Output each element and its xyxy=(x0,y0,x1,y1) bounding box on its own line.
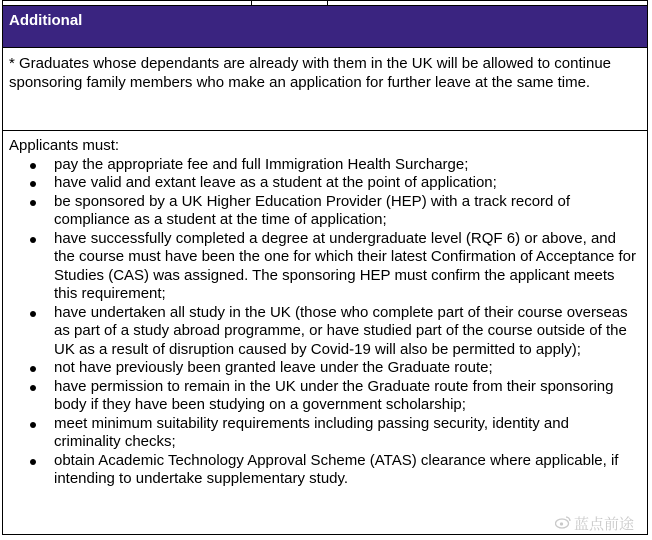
watermark-text: 蓝点前途 xyxy=(573,516,634,533)
bullet-icon xyxy=(30,237,36,243)
section-header xyxy=(3,6,647,48)
list-item: have undertaken all study in the UK (those who complete part of their course overseas as part of a study abroad programme, or have studied part of the course outside of the UK as a result of disruption caused by Covid-19 will also be permitted to apply); xyxy=(9,304,639,360)
bullet-icon xyxy=(30,163,36,169)
list-item: have permission to remain in the UK under the Graduate route from their sponsoring body if they have been studying on a government scholarship; xyxy=(9,378,639,415)
row-divider xyxy=(3,130,647,131)
requirements-intro: Applicants must: xyxy=(9,137,120,154)
bullet-icon xyxy=(30,200,36,206)
bullet-icon xyxy=(30,311,36,317)
requirements-block xyxy=(9,137,639,489)
list-item: meet minimum suitability requirements including passing security, identity and criminality checks; xyxy=(9,415,639,452)
list-item: not have previously been granted leave under the Graduate route; xyxy=(9,359,639,378)
weibo-icon xyxy=(555,515,571,533)
list-item: obtain Academic Technology Approval Scheme (ATAS) clearance where applicable, if intending to undertake supplementary study. xyxy=(9,452,639,489)
bullet-icon xyxy=(30,459,36,465)
dependants-note: * Graduates whose dependants are already with them in the UK will be allowed to continue sponsoring family members who make an application for further leave at the same time. xyxy=(9,55,612,91)
list-item: have successfully completed a degree at undergraduate level (RQF 6) or above, and the course must have been the one for which their latest Confirmation of Acceptance for Studies (CAS) was assigned. The sponsoring HEP must confirm the applicant meets this requirement; xyxy=(9,230,639,304)
bullet-icon xyxy=(30,181,36,187)
watermark xyxy=(555,513,634,534)
list-item: have valid and extant leave as a student at the point of application; xyxy=(9,174,639,193)
document-table xyxy=(2,0,648,535)
requirements-list xyxy=(9,156,639,489)
bullet-icon xyxy=(30,385,36,391)
list-item: be sponsored by a UK Higher Education Provider (HEP) with a track record of compliance as a student at the time of application; xyxy=(9,193,639,230)
bullet-icon xyxy=(30,366,36,372)
section-title: Additional xyxy=(9,12,83,29)
bullet-icon xyxy=(30,422,36,428)
list-item: pay the appropriate fee and full Immigration Health Surcharge; xyxy=(9,156,639,175)
